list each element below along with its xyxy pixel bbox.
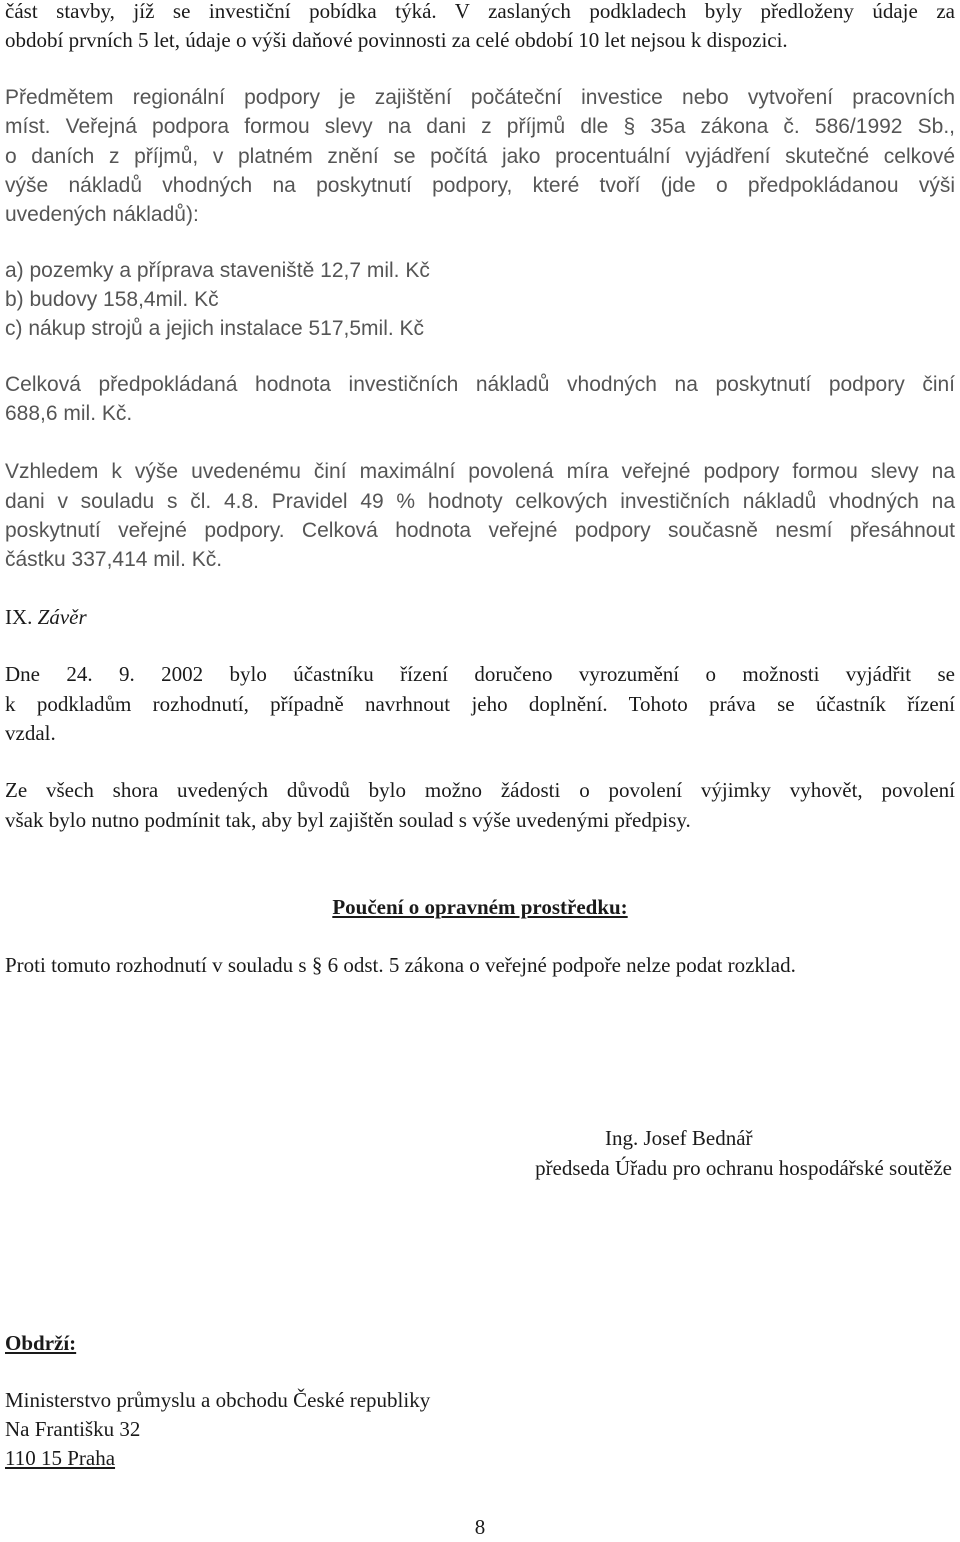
notice-line-3: vzdal. xyxy=(5,721,56,745)
support-line-3: o daních z příjmů, v platném znění se počítá jako procentuální vyjádření skutečné celkové xyxy=(5,145,955,168)
signature-title: předseda Úřadu pro ochranu hospodářské soutěže xyxy=(535,1156,952,1180)
maximum-line-1: Vzhledem k výše uvedenému činí maximální povolená míra veřejné podpory formou slevy na xyxy=(5,460,955,483)
reasons-line-2: však bylo nutno podmínit tak, aby byl zajištěn soulad s výše uvedenými předpisy. xyxy=(5,808,691,832)
support-line-5: uvedených nákladů): xyxy=(5,203,199,226)
maximum-line-3: poskytnutí veřejné podpory. Celková hodnota veřejné podpory současně nesmí přesáhnout xyxy=(5,519,955,542)
maximum-line-4: částku 337,414 mil. Kč. xyxy=(5,548,223,571)
support-line-2: míst. Veřejná podpora formou slevy na dani z příjmů dle § 35a zákona č. 586/1992 Sb., xyxy=(5,115,955,138)
remedy-heading: Poučení o opravném prostředku: xyxy=(332,895,628,919)
recipient-line-3: 110 15 Praha xyxy=(5,1446,116,1470)
notice-line-2: k podkladům rozhodnutí, případně navrhnout jeho doplnění. Tohoto práva se účastník řízení xyxy=(5,692,955,716)
support-line-1: Předmětem regionální podpory je zajištění počáteční investice nebo vytvoření pracovních xyxy=(5,86,955,109)
cost-item-a: a) pozemky a příprava staveniště 12,7 mil. Kč xyxy=(5,259,430,282)
intro-line-1: část stavby, jíž se investiční pobídka týká. V zaslaných podkladech byly předloženy údaje za xyxy=(5,0,955,23)
notice-line-1: Dne 24. 9. 2002 bylo účastníku řízení doručeno vyrozumění o možnosti vyjádřit se xyxy=(5,662,955,686)
total-line-1: Celková předpokládaná hodnota investičních nákladů vhodných na poskytnutí podpory činí xyxy=(5,373,955,396)
page-number: 8 xyxy=(474,1515,486,1539)
signature-name: Ing. Josef Bednář xyxy=(605,1126,753,1150)
total-line-2: 688,6 mil. Kč. xyxy=(5,402,133,425)
recipient-line-1: Ministerstvo průmyslu a obchodu České republiky xyxy=(5,1388,431,1412)
remedy-text: Proti tomuto rozhodnutí v souladu s § 6 odst. 5 zákona o veřejné podpoře nelze podat rozklad. xyxy=(5,953,796,977)
cost-item-b: b) budovy 158,4mil. Kč xyxy=(5,288,219,311)
reasons-line-1: Ze všech shora uvedených důvodů bylo možno žádosti o povolení výjimky vyhovět, povolení xyxy=(5,778,955,802)
recipient-line-2: Na Františku 32 xyxy=(5,1417,141,1441)
maximum-line-2: dani v souladu s čl. 4.8. Pravidel 49 % hodnoty celkových investičních nákladů vhodných na xyxy=(5,490,955,513)
support-line-4: výše nákladů vhodných na poskytnutí podpory, které tvoří (jde o předpokládanou výši xyxy=(5,174,955,197)
recipients-heading: Obdrží: xyxy=(5,1331,77,1355)
section-heading xyxy=(5,603,955,632)
section-title: Závěr xyxy=(37,605,87,629)
intro-line-2: období prvních 5 let, údaje o výši daňové povinnosti za celé období 10 let nejsou k dispozici. xyxy=(5,28,788,52)
cost-item-c: c) nákup strojů a jejich instalace 517,5mil. Kč xyxy=(5,317,425,340)
section-number: IX. xyxy=(5,605,33,629)
